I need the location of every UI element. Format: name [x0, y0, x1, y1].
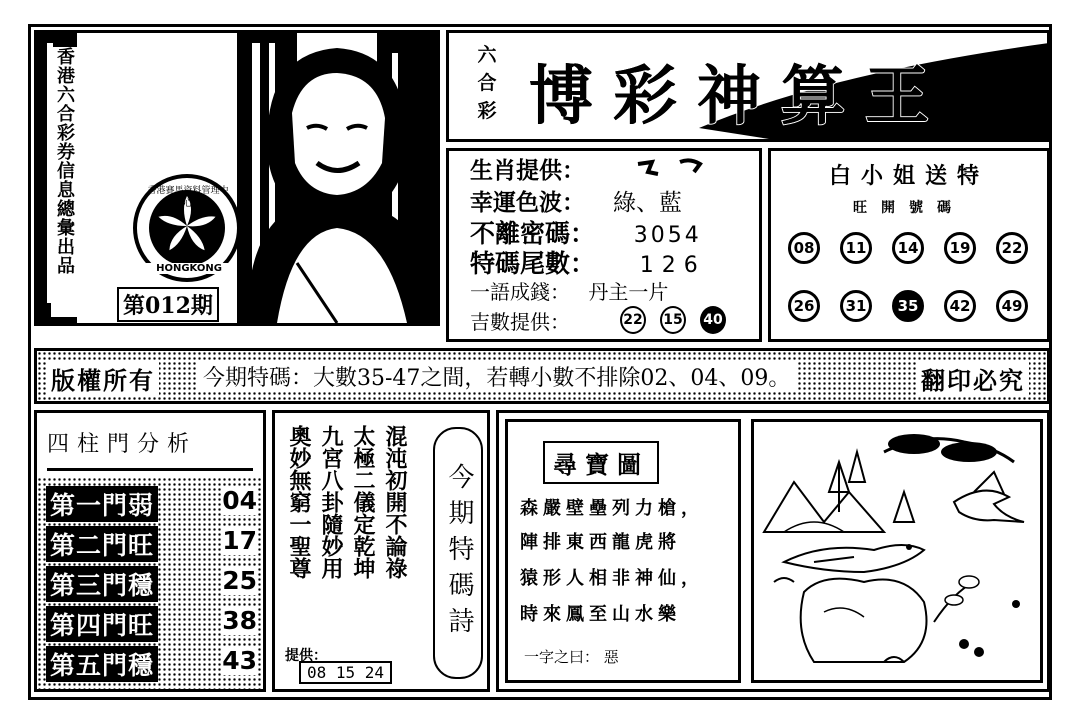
- gate-row: [40, 606, 265, 640]
- phrase-value: 丹主一片: [588, 280, 669, 304]
- miss-white-title: 白小姐送特: [828, 163, 989, 189]
- lucky-number-3: 40: [700, 306, 726, 334]
- miss-white-number: 22: [996, 232, 1028, 264]
- gate-row: [40, 526, 265, 560]
- emblem-text: HONGKONG: [141, 263, 237, 274]
- lottery-tag-char-3: 彩: [477, 100, 497, 122]
- lottery-tag-char-1: 六: [477, 44, 497, 66]
- code-value: 3054: [633, 223, 702, 248]
- gate-label: 第三門穩: [46, 566, 158, 602]
- banner-left: 版權所有: [47, 361, 159, 396]
- miss-white-number: 31: [840, 290, 872, 322]
- treasure-hint: [524, 646, 619, 667]
- cover-photo-panel: [34, 30, 440, 326]
- page-title: 博彩神算王: [529, 59, 949, 134]
- color-value: 綠、藍: [613, 190, 683, 216]
- gate-value: 04: [222, 486, 257, 515]
- gate-label: 第四門旺: [46, 606, 158, 642]
- treasure-line: 陣排東西龍虎將: [520, 532, 681, 553]
- color-label: 幸運色波：: [470, 189, 585, 216]
- treasure-line: 猿形人相非神仙，: [520, 568, 704, 589]
- miss-white-number: 14: [892, 232, 924, 264]
- lucky-number-2: 15: [660, 306, 686, 334]
- banner-text: 今期特碼：大數35-47之間，若轉小數不排除02、04、09。: [197, 361, 796, 392]
- phrase-row: [470, 276, 668, 305]
- gate-label: 第二門旺: [46, 526, 158, 562]
- miss-white-number: 26: [788, 290, 820, 322]
- tail-row: [470, 244, 706, 280]
- zodiac-label: 生肖提供：: [470, 157, 585, 184]
- emblem-ring-text: 香港賽馬資料管理中心: [147, 186, 229, 209]
- cover-photo: [37, 33, 437, 323]
- treasure-picture-box: [751, 419, 1043, 683]
- tail-value: 126: [639, 253, 706, 278]
- code-label: 不離密碼：: [470, 219, 596, 248]
- banner-right: 翻印必究: [917, 361, 1029, 396]
- gate-label: 第一門弱: [46, 486, 158, 522]
- gate-value: 17: [222, 526, 257, 555]
- bird-landscape-illustration: [754, 422, 1040, 680]
- treasure-hint-label: 一字之曰：: [524, 648, 600, 666]
- tail-label: 特碼尾數：: [470, 249, 596, 278]
- poem-provider-label: 提供：: [285, 648, 327, 664]
- miss-white-subtitle: 旺開號碼: [853, 200, 965, 216]
- treasure-line: 時來鳳至山水樂: [520, 604, 681, 625]
- lucky-label: 吉數提供：: [470, 310, 570, 334]
- miss-white-number: 49: [996, 290, 1028, 322]
- lucky-row: [470, 306, 570, 335]
- miss-white-number-highlight: 35: [892, 290, 924, 322]
- poem-column-2: 九宮八卦隨妙用: [318, 425, 344, 579]
- gate-label: 第五門穩: [46, 646, 158, 682]
- poem-column-3: 太極二儀定乾坤: [350, 425, 376, 579]
- poem-panel: [272, 410, 490, 692]
- title-panel: [446, 30, 1050, 142]
- gate-value: 25: [222, 566, 257, 595]
- miss-white-number: 11: [840, 232, 872, 264]
- publisher-vertical: 香港六合彩券信息總彙出品: [51, 47, 77, 317]
- lucky-number-1: 22: [620, 306, 646, 334]
- poem-badge: 今期特碼詩: [433, 427, 483, 679]
- poem-column-1: 奧妙無窮一聖尊: [286, 425, 312, 579]
- poem-column-4: 混沌初開不論祿: [382, 425, 408, 579]
- treasure-hint-value: 惡: [603, 648, 619, 666]
- gate-value: 38: [222, 606, 257, 635]
- treasure-line: 森嚴壁壘列力槍，: [520, 498, 704, 519]
- color-row: [470, 184, 682, 217]
- miss-white-number: 42: [944, 290, 976, 322]
- zodiac-row: [470, 152, 605, 185]
- gate-value: 43: [222, 646, 257, 675]
- gate-row: [40, 486, 265, 520]
- miss-white-number: 19: [944, 232, 976, 264]
- phrase-label: 一語成錢：: [470, 280, 570, 304]
- gate-row: [40, 646, 265, 680]
- poem-provider-numbers: 08 15 24: [299, 661, 392, 684]
- issue-number: 第012期: [117, 287, 219, 322]
- special-code-banner: [34, 348, 1050, 404]
- gate-row: [40, 566, 265, 600]
- lottery-tag-char-2: 合: [477, 72, 497, 94]
- treasure-title: 尋寶圖: [543, 441, 659, 484]
- miss-white-number: 08: [788, 232, 820, 264]
- zodiac-scribble-icon: [634, 156, 714, 180]
- gates-title: 四柱門分析: [47, 427, 253, 471]
